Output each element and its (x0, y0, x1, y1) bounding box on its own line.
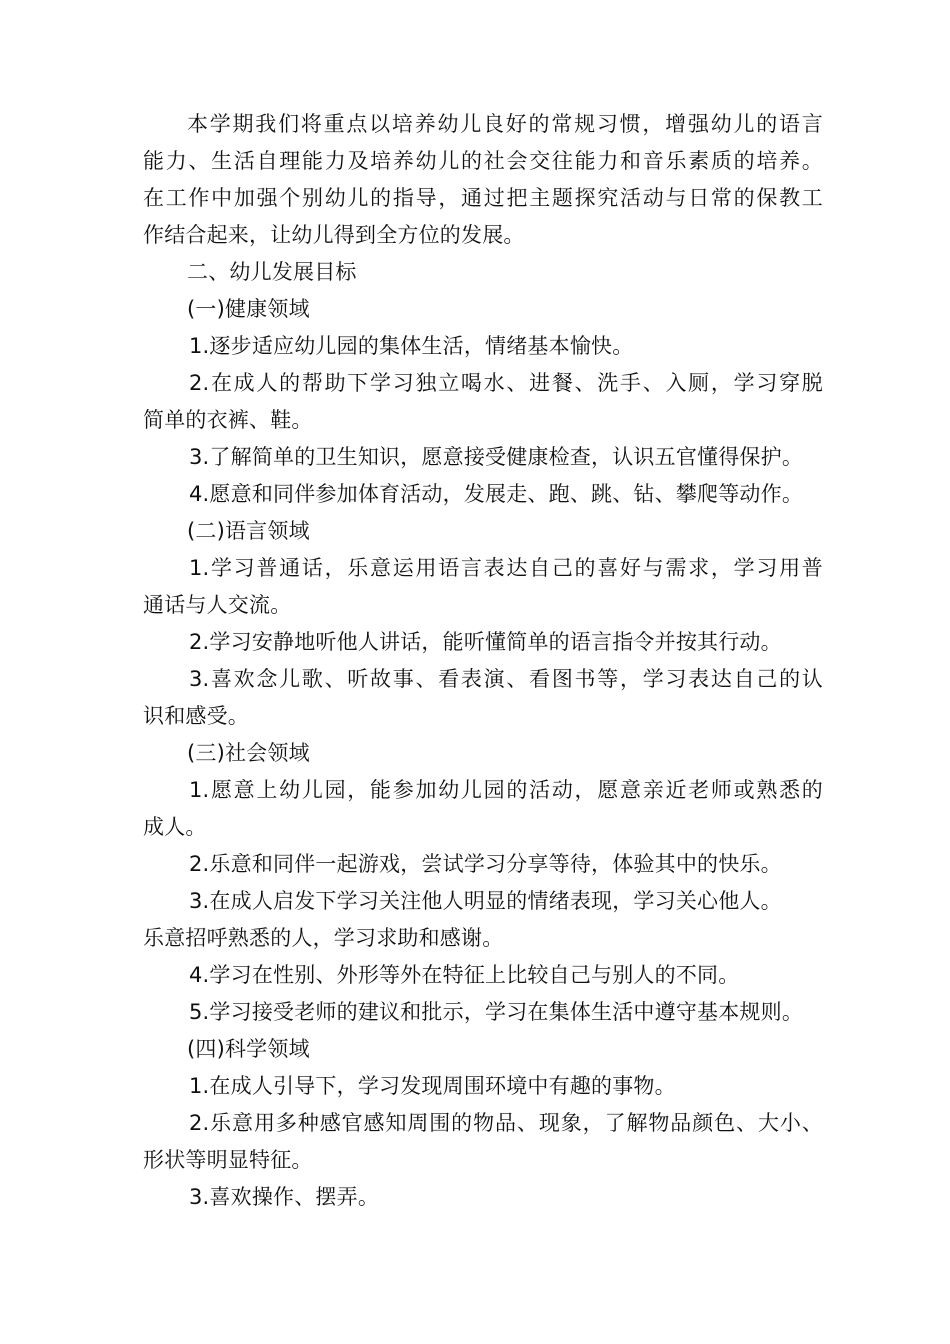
list-item-continuation: 识和感受。 (143, 704, 249, 728)
list-item: 2.乐意和同伴一起游戏，尝试学习分享等待，体验其中的快乐。 (189, 852, 782, 876)
document-body (143, 106, 823, 1216)
list-item: 1.在成人引导下，学习发现周围环境中有趣的事物。 (189, 1074, 676, 1098)
list-item-continuation: 通话与人交流。 (143, 593, 292, 617)
list-item: 1.学习普通话，乐意运用语言表达自己的喜好与需求，学习用普 (189, 556, 823, 580)
paragraph-intro-line-2: 能力、生活自理能力及培养幼儿的社会交往能力和音乐素质的培养。 (143, 149, 823, 173)
list-item: 2.在成人的帮助下学习独立喝水、进餐、洗手、入厕，学习穿脱 (189, 371, 823, 395)
list-item: 5.学习接受老师的建议和批示，学习在集体生活中遵守基本规则。 (189, 1000, 804, 1024)
list-item-continuation: 乐意招呼熟悉的人，学习求助和感谢。 (143, 926, 504, 950)
list-item: 2.乐意用多种感官感知周围的物品、现象，了解物品颜色、大小、 (189, 1111, 823, 1135)
list-item: 3.喜欢念儿歌、听故事、看表演、看图书等，学习表达自己的认 (189, 667, 823, 691)
section-heading: 二、幼儿发展目标 (187, 260, 357, 284)
subsection-heading-language: (二)语言领域 (187, 519, 310, 543)
list-item: 4.愿意和同伴参加体育活动，发展走、跑、跳、钻、攀爬等动作。 (189, 482, 804, 506)
list-item: 2.学习安静地听他人讲话，能听懂简单的语言指令并按其行动。 (189, 630, 782, 654)
list-item-continuation: 成人。 (143, 815, 207, 839)
list-item: 3.在成人启发下学习关注他人明显的情绪表现，学习关心他人。 (189, 889, 782, 913)
subsection-heading-social: (三)社会领域 (187, 741, 310, 765)
paragraph-intro-line-3: 在工作中加强个别幼儿的指导，通过把主题探究活动与日常的保教工 (143, 186, 823, 210)
list-item: 3.喜欢操作、摆弄。 (189, 1185, 380, 1209)
subsection-heading-health: (一)健康领域 (187, 297, 310, 321)
paragraph-intro-line-4: 作结合起来，让幼儿得到全方位的发展。 (143, 223, 525, 247)
list-item: 3.了解简单的卫生知识，愿意接受健康检查，认识五官懂得保护。 (189, 445, 804, 469)
list-item-continuation: 形状等明显特征。 (143, 1148, 313, 1172)
list-item-continuation: 简单的衣裤、鞋。 (143, 408, 313, 432)
paragraph-intro-line-1: 本学期我们将重点以培养幼儿良好的常规习惯，增强幼儿的语言 (187, 112, 823, 136)
list-item: 4.学习在性别、外形等外在特征上比较自己与别人的不同。 (189, 963, 740, 987)
subsection-heading-science: (四)科学领域 (187, 1037, 310, 1061)
list-item: 1.愿意上幼儿园，能参加幼儿园的活动，愿意亲近老师或熟悉的 (189, 778, 823, 802)
list-item: 1.逐步适应幼儿园的集体生活，情绪基本愉快。 (189, 334, 634, 358)
